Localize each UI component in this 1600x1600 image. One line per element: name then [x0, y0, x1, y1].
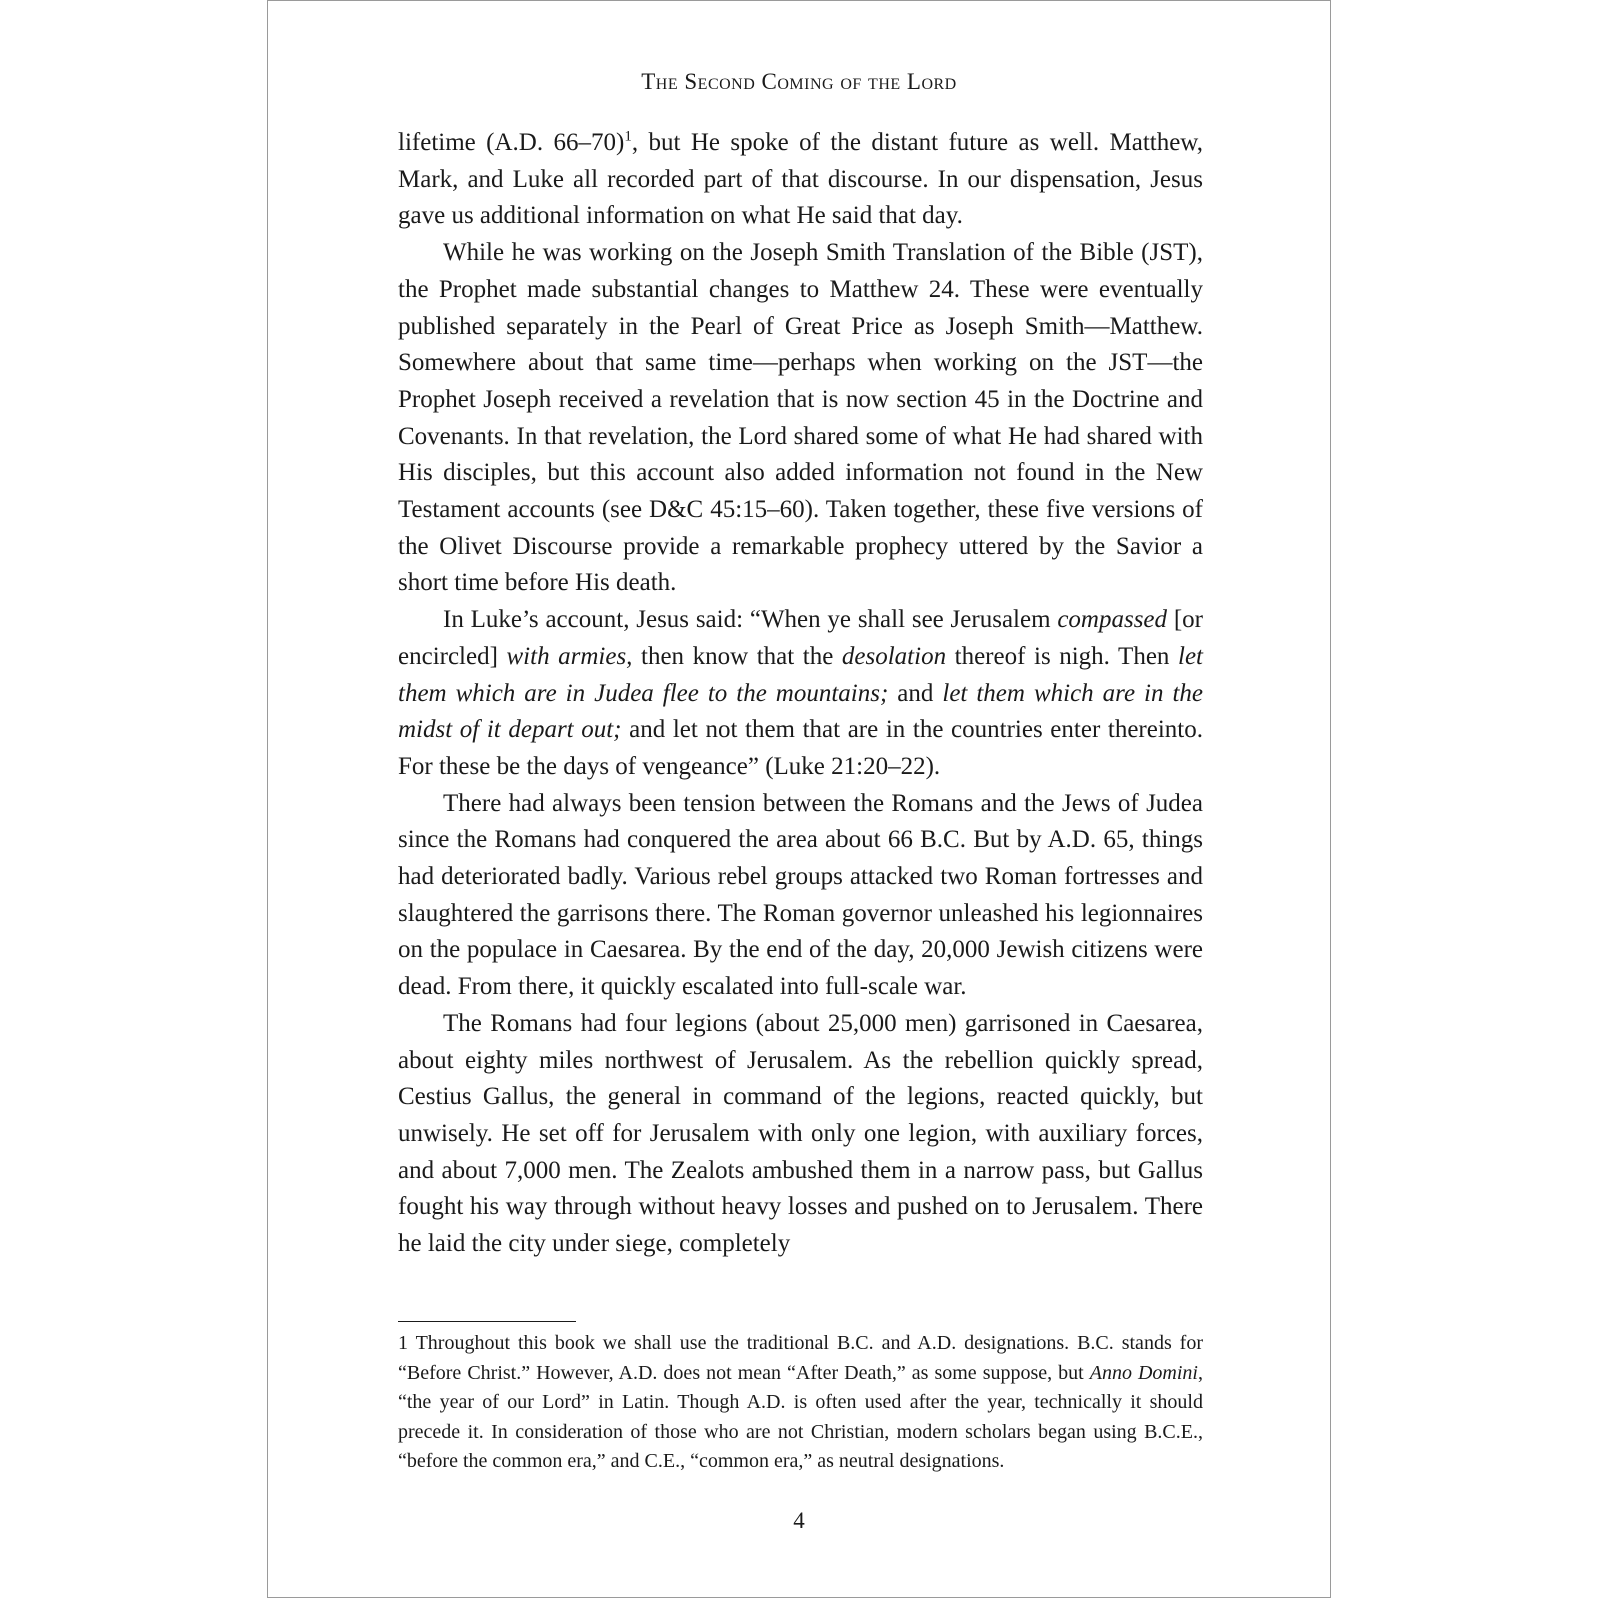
text-run: then know that the [632, 642, 842, 670]
paragraph [398, 786, 1203, 1006]
text-run: and [888, 679, 943, 707]
text-run: and let not them that are in the countries enter thereinto. For these be the days of vengeance” (Luke 21:20–22). [398, 716, 1203, 780]
footnotes [398, 1329, 1203, 1477]
italic-run: let them which are in Judea flee to the mountains; [398, 642, 1203, 707]
book-page [267, 0, 1331, 1598]
footnote-rule [398, 1321, 576, 1322]
footnote [398, 1329, 1203, 1477]
italic-run: let them which are in the midst of it depart out; [398, 679, 1204, 744]
text-run: In Luke’s account, Jesus said: “When ye shall see Jerusalem [443, 606, 1058, 634]
paragraph [398, 235, 1203, 602]
body-text [398, 125, 1203, 1263]
italic-run: Anno Domini [1089, 1361, 1198, 1384]
text-run: 1 Throughout this book we shall use the traditional B.C. and A.D. designations. B.C. stands for “Before Christ.” However, A.D. does not mean “After Death,” as some suppose, but [398, 1332, 1203, 1384]
page-number: 4 [793, 1508, 805, 1533]
italic-run: with armies, [506, 642, 633, 670]
paragraph [398, 125, 1203, 235]
italic-run: desolation [841, 642, 947, 670]
text-run: , but He spoke of the distant future as well. Matthew, Mark, and Luke all recorded part of that discourse. In our dispensation, Jesus gave us additional information on what He said that day. [398, 129, 1203, 230]
paragraph [398, 1006, 1203, 1263]
running-head: The Second Coming of the Lord [641, 69, 957, 94]
text-run: lifetime (A.D. 66–70) [398, 129, 625, 156]
text-run: There had always been tension between the Romans and the Jews of Judea since the Romans had conquered the area about 66 B.C. But by A.D. 65, things had deteriorated badly. Various rebel groups attacked two Roman fortresses and slaughtered the garrisons there. The Roman governor unleashed his legionnaires on the populace in Caesarea. By the end of the day, 20,000 Jewish citizens were dead. From there, it quickly escalated into full-scale war. [398, 789, 1203, 1001]
footnote-ref: 1 [624, 128, 632, 145]
paragraph [398, 602, 1203, 786]
text-run: While he was working on the Joseph Smith Translation of the Bible (JST), the Prophet made substantial changes to Matthew 24. These were eventually published separately in the Pearl of Great Price as Joseph Smith—Matthew. Somewhere about that same time—perhaps when working on the JST—the Prophet Joseph received a revelation that is now section 45 in the Doctrine and Covenants. In that revelation, the Lord shared some of what He had shared with His disciples, but this account also added information not found in the New Testament accounts (see D&C 45:15–60). Taken together, these five versions of the Olivet Discourse provide a remarkable prophecy uttered by the Savior a short time before His death. [398, 239, 1203, 597]
italic-run: compassed [1057, 606, 1168, 634]
text-run: thereof is nigh. Then [946, 642, 1178, 670]
text-run: [or encircled] [398, 606, 1203, 670]
text-run: The Romans had four legions (about 25,000 men) garrisoned in Caesarea, about eighty miles northwest of Jerusalem. As the rebellion quickly spread, Cestius Gallus, the general in command of the legions, reacted quickly, but unwisely. He set off for Jerusalem with only one legion, with auxiliary forces, and about 7,000 men. The Zealots ambushed them in a narrow pass, but Gallus fought his way through without heavy losses and pushed on to Jerusalem. There he laid the city under siege, completely [398, 1009, 1203, 1258]
text-run: , “the year of our Lord” in Latin. Though A.D. is often used after the year, technically it should precede it. In consideration of those who are not Christian, modern scholars began using B.C.E., “before the common era,” and C.E., “common era,” as neutral designations. [398, 1361, 1203, 1472]
